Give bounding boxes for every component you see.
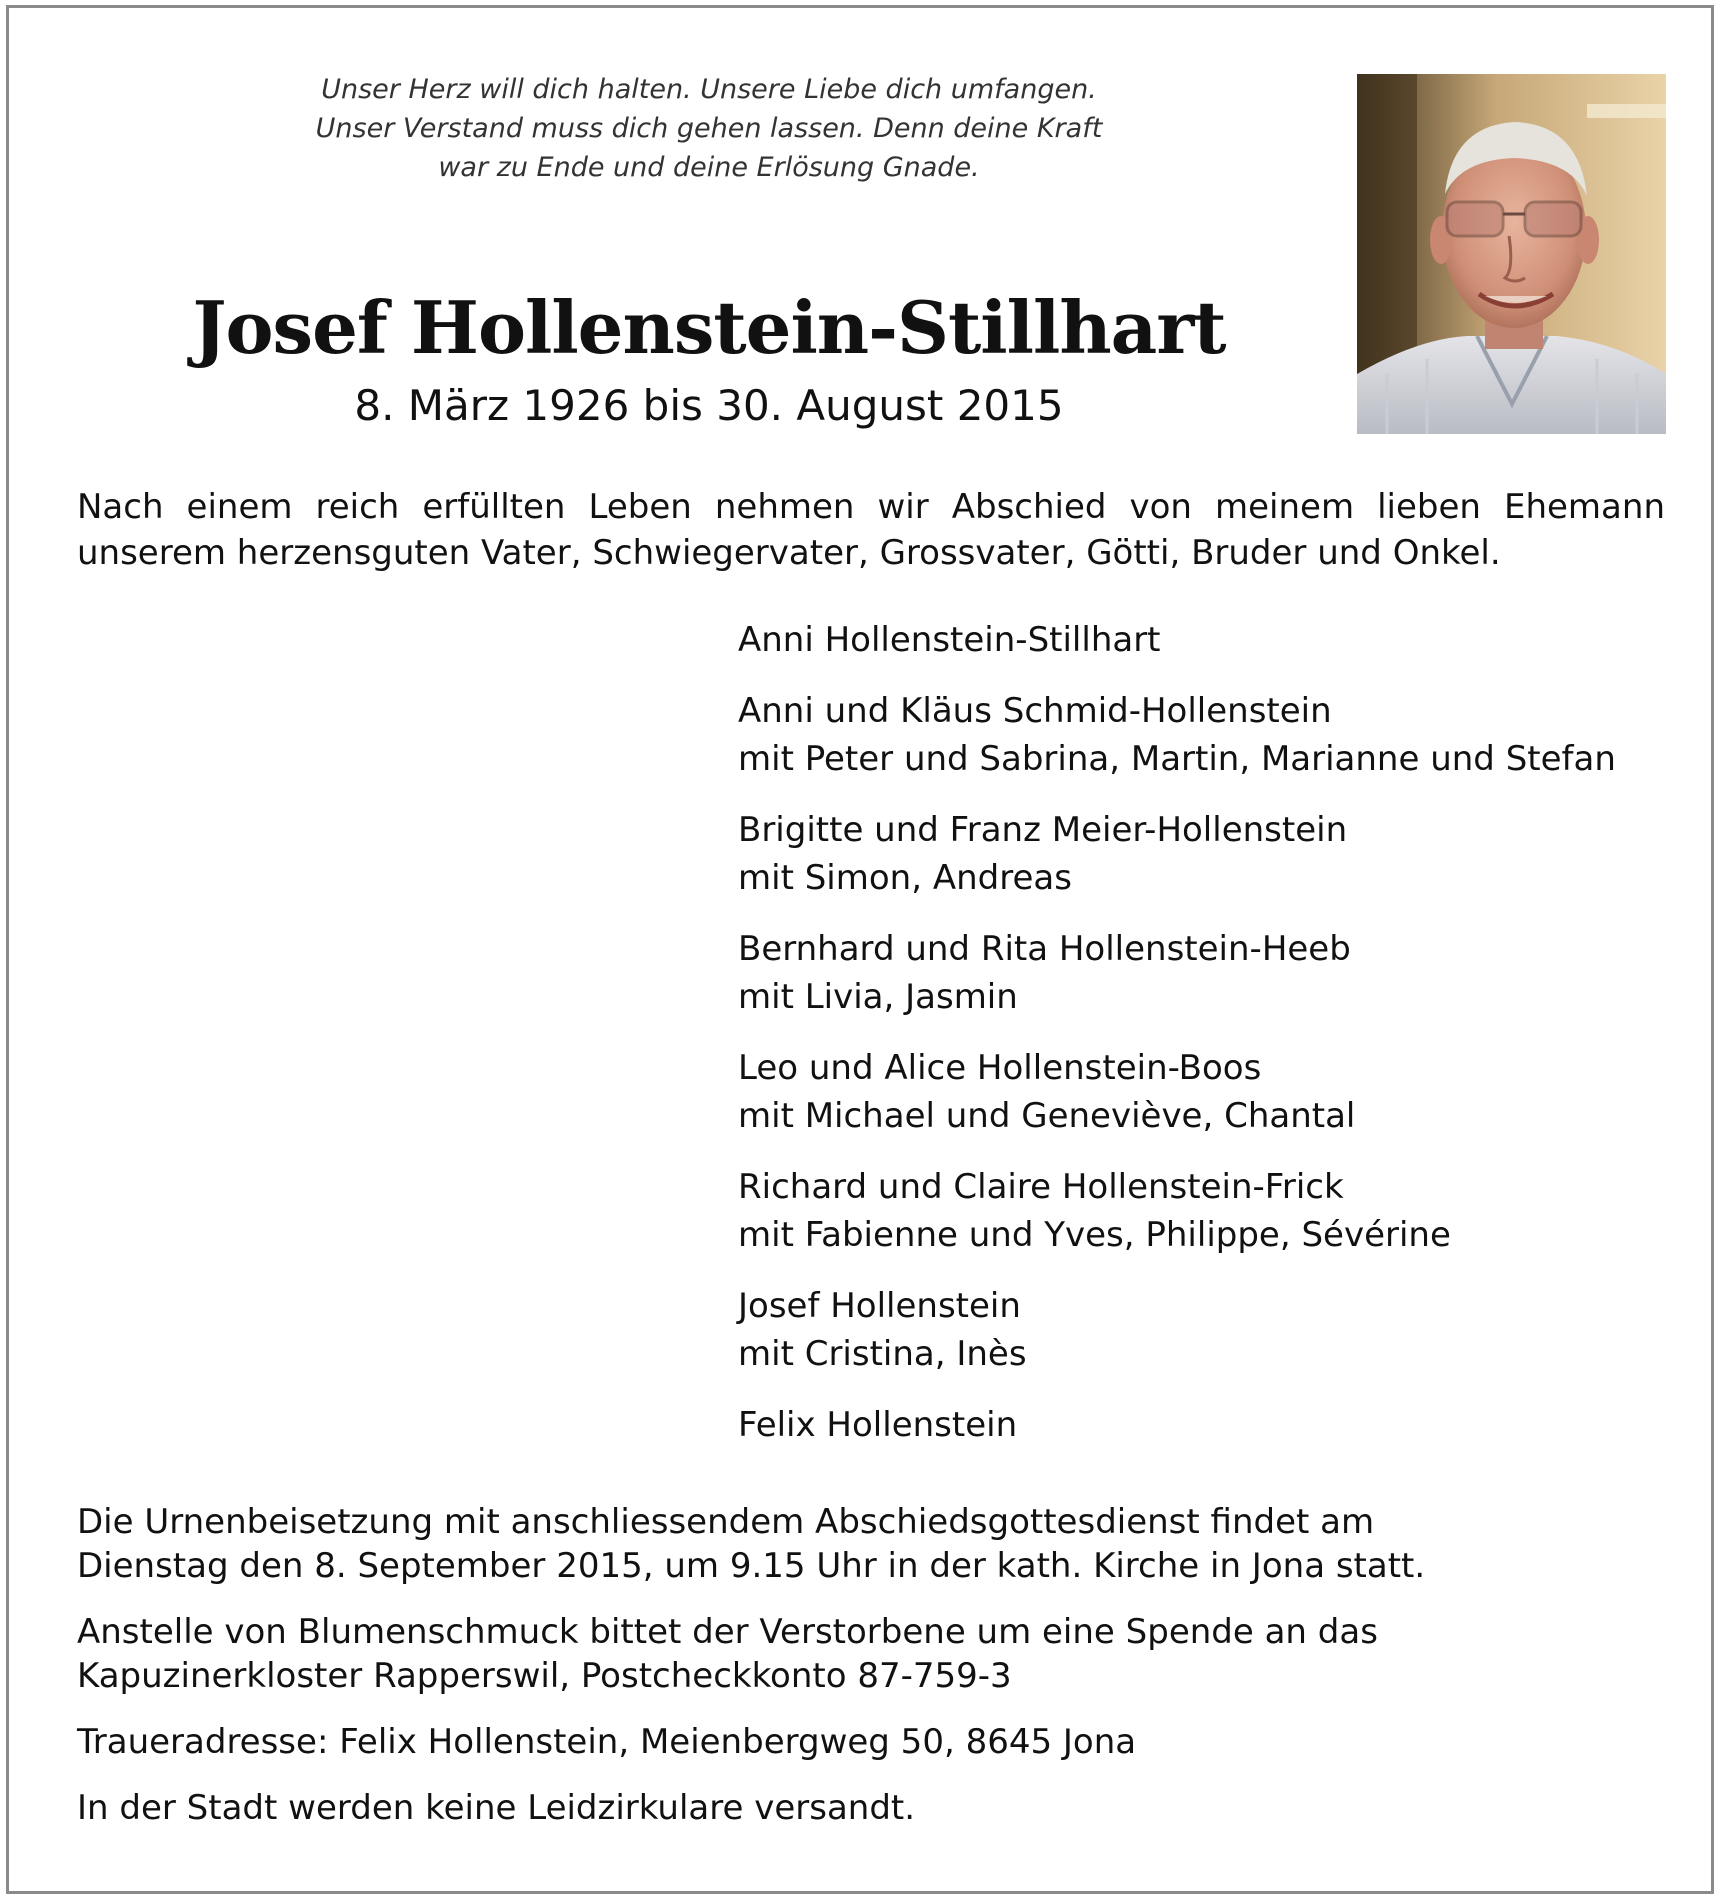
family-entry [738, 1282, 1698, 1378]
memorial-poem [209, 70, 1209, 187]
family-name: Leo und Alice Hollenstein-Boos [738, 1048, 1262, 1088]
family-entry [738, 925, 1698, 1021]
family-name: Brigitte und Franz Meier-Hollenstein [738, 810, 1348, 850]
family-name: Josef Hollenstein [738, 1286, 1021, 1326]
poem-line: war zu Ende und deine Erlösung Gnade. [438, 152, 980, 183]
notice-line: In der Stadt werden keine Leidzirkulare versandt. [77, 1788, 916, 1828]
family-children: mit Simon, Andreas [738, 858, 1072, 898]
deceased-name: Josef Hollenstein-Stillhart [192, 285, 1226, 370]
family-entry [738, 1163, 1698, 1259]
family-entry [738, 806, 1698, 902]
family-entry [738, 687, 1698, 783]
family-name: Anni und Kläus Schmid-Hollenstein [738, 691, 1332, 731]
notice-line: Dienstag den 8. September 2015, um 9.15 Uhr in der kath. Kirche in Jona statt. [77, 1546, 1426, 1586]
poem-line: Unser Herz will dich halten. Unsere Liebe dich umfangen. [321, 74, 1097, 105]
family-children: mit Michael und Geneviève, Chantal [738, 1096, 1356, 1136]
family-entry [738, 1044, 1698, 1140]
notice-line: Kapuzinerkloster Rapperswil, Postcheckkonto 87-759-3 [77, 1656, 1012, 1696]
family-children: mit Livia, Jasmin [738, 977, 1018, 1017]
family-children: mit Fabienne und Yves, Philippe, Sévérine [738, 1215, 1451, 1255]
intro-paragraph [77, 484, 1665, 576]
donation-notice [77, 1610, 1677, 1698]
poem-line: Unser Verstand muss dich gehen lassen. Denn deine Kraft [315, 113, 1103, 144]
family-name: Bernhard und Rita Hollenstein-Heeb [738, 929, 1351, 969]
ceremony-notice [77, 1500, 1677, 1588]
family-name: Richard und Claire Hollenstein-Frick [738, 1167, 1344, 1207]
family-children: mit Peter und Sabrina, Martin, Marianne und Stefan [738, 739, 1616, 779]
notice-line: Die Urnenbeisetzung mit anschliessendem Abschiedsgottesdienst findet am [77, 1502, 1375, 1542]
notice-line: Traueradresse: Felix Hollenstein, Meienbergweg 50, 8645 Jona [77, 1722, 1137, 1762]
obituary-frame [6, 5, 1714, 1894]
family-name: Anni Hollenstein-Stillhart [738, 620, 1161, 660]
notice-line: Anstelle von Blumenschmuck bittet der Verstorbene um eine Spende an das [77, 1612, 1378, 1652]
family-entry [738, 1401, 1698, 1449]
intro-line: unserem herzensguten Vater, Schwiegervater, Grossvater, Götti, Bruder und Onkel. [77, 533, 1501, 573]
portrait-photo [1357, 74, 1666, 434]
family-children: mit Cristina, Inès [738, 1334, 1027, 1374]
circulars-notice [77, 1786, 1677, 1830]
intro-line: Nach einem reich erfüllten Leben nehmen wir Abschied von meinem lieben Ehemann [77, 487, 1665, 527]
notices-section [77, 1500, 1677, 1852]
life-dates: 8. März 1926 bis 30. August 2015 [354, 381, 1064, 430]
mourning-address [77, 1720, 1677, 1764]
family-list [738, 616, 1698, 1472]
family-entry [738, 616, 1698, 664]
family-name: Felix Hollenstein [738, 1405, 1018, 1445]
